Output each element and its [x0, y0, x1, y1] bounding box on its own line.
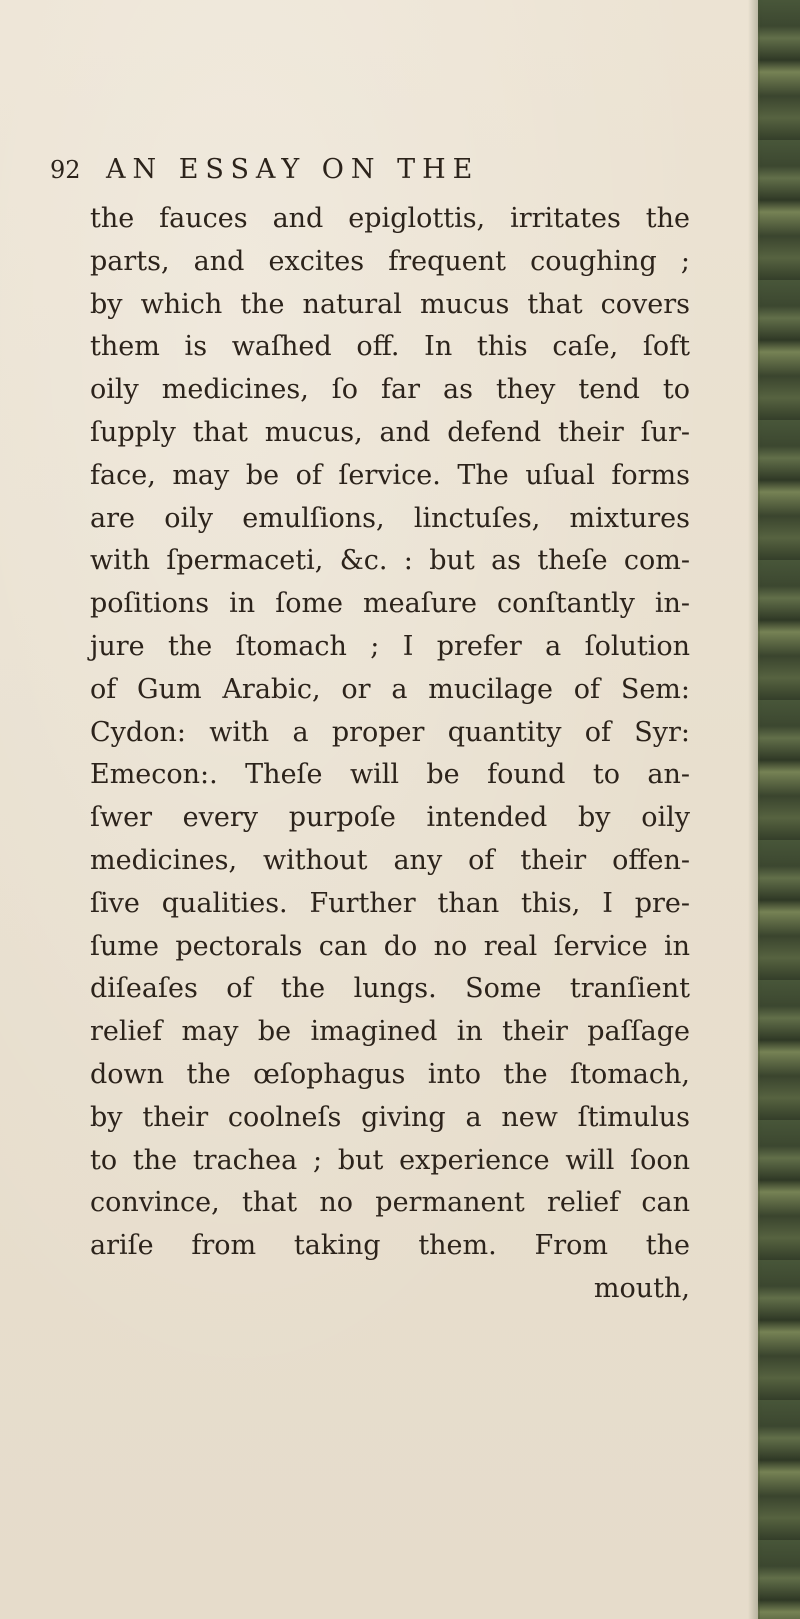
running-head: [50, 148, 750, 192]
text-line: ariſe from taking them. From the: [90, 1230, 690, 1262]
running-title: AN ESSAY ON THE: [106, 154, 480, 185]
catchword: mouth,: [593, 1272, 690, 1304]
text-line: them is waſhed off. In this caſe, ſoft: [90, 331, 690, 363]
page-edge-strip: [758, 0, 800, 1619]
text-line: face, may be of ſervice. The uſual forms: [90, 459, 690, 491]
text-line: diſeaſes of the lungs. Some tranſient: [90, 973, 690, 1005]
page-number: 92: [50, 156, 81, 184]
text-line: ſwer every purpoſe intended by oily: [90, 802, 690, 834]
text-line: parts, and excites frequent coughing ;: [90, 245, 690, 277]
text-line: ſive qualities. Further than this, I pre-: [90, 887, 690, 919]
text-line: Emecon:. Theſe will be found to an-: [90, 759, 690, 791]
text-line: by which the natural mucus that covers: [90, 288, 690, 320]
text-line: Cydon: with a proper quantity of Syr:: [90, 716, 690, 748]
text-line: convince, that no permanent relief can: [90, 1187, 690, 1219]
text-line: with ſpermaceti, &c. : but as theſe com-: [90, 545, 690, 577]
text-line: poſitions in ſome meaſure conſtantly in-: [90, 588, 690, 620]
text-line: jure the ſtomach ; I prefer a ſolution: [90, 630, 690, 662]
text-line: ſume pectorals can do no real ſervice in: [90, 930, 690, 962]
text-line: oily medicines, ſo far as they tend to: [90, 374, 690, 406]
text-line: of Gum Arabic, or a mucilage of Sem:: [90, 673, 690, 705]
text-line: by their coolneſs giving a new ſtimulus: [90, 1101, 690, 1133]
text-line: to the trachea ; but experience will ſoon: [90, 1144, 690, 1176]
text-line: ſupply that mucus, and defend their ſur-: [90, 416, 690, 448]
text-line: medicines, without any of their offen-: [90, 844, 690, 876]
body-text: [90, 198, 690, 1311]
text-line: the fauces and epiglottis, irritates the: [90, 203, 690, 234]
text-line: down the œſophagus into the ſtomach,: [90, 1058, 690, 1090]
text-line: relief may be imagined in their paſſage: [90, 1016, 690, 1048]
text-line: are oily emulſions, linctuſes, mixtures: [90, 502, 690, 534]
